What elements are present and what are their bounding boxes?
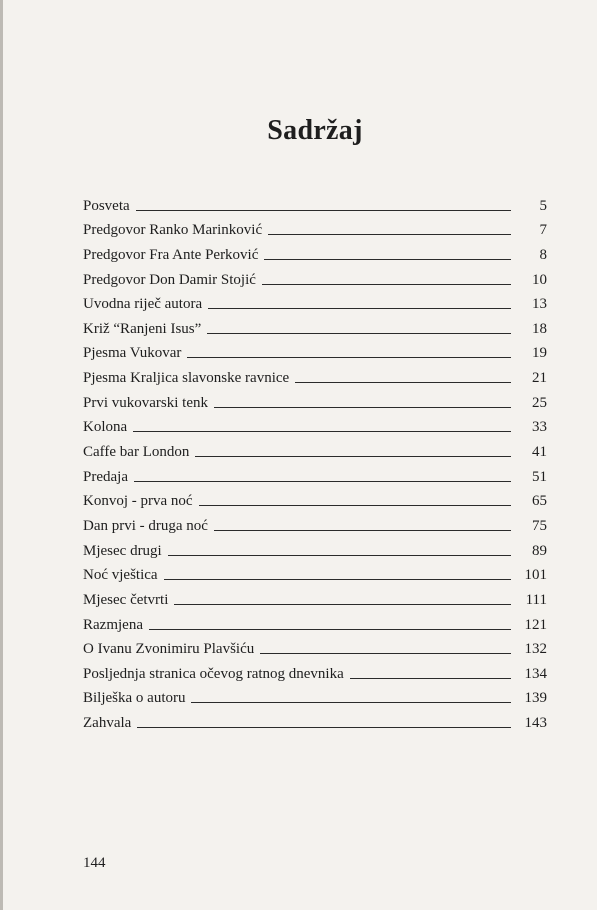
toc-entry-title: Caffe bar London [83,444,190,461]
page-number: 144 [83,855,106,871]
toc-entry-page: 41 [532,444,547,461]
toc-entry-title: Konvoj - prva noć [83,493,193,510]
toc-entry-title: Bilješka o autoru [83,690,186,707]
toc-entry-title: Uvodna riječ autora [83,296,203,313]
toc-entry-page: 101 [524,567,547,584]
toc-leader-line [195,456,511,457]
toc-entry [83,264,547,289]
toc-entry-page: 8 [539,246,547,263]
toc-entry [83,634,547,659]
toc-entry-page: 89 [532,542,547,559]
toc-leader-line [136,210,511,211]
toc-entry [83,215,547,240]
toc-entry [83,362,547,387]
toc-entry [83,239,547,264]
toc-entry-page: 65 [532,493,547,510]
toc-entry-title: Predgovor Fra Ante Perković [83,246,259,263]
toc-entry-title: Križ “Ranjeni Isus” [83,320,202,337]
table-of-contents [83,190,547,732]
toc-entry-title: Mjesec drugi [83,542,162,559]
toc-leader-line [199,505,511,506]
toc-entry-page: 132 [524,641,547,658]
toc-entry [83,486,547,511]
toc-entry-title: Kolona [83,419,128,436]
toc-entry-page: 25 [532,394,547,411]
toc-entry-title: Posljednja stranica očevog ratnog dnevnika [83,665,344,682]
toc-leader-line [264,259,511,260]
toc-leader-line [133,431,511,432]
toc-entry-title: Predgovor Ranko Marinković [83,222,263,239]
toc-entry [83,387,547,412]
toc-entry-page: 7 [539,222,547,239]
toc-leader-line [207,333,511,334]
toc-leader-line [149,629,511,630]
toc-entry [83,510,547,535]
toc-entry-page: 33 [532,419,547,436]
toc-entry-page: 111 [525,591,547,608]
toc-leader-line [295,382,511,383]
toc-entry [83,584,547,609]
toc-entry [83,190,547,215]
toc-entry-title: Pjesma Kraljica slavonske ravnice [83,370,290,387]
toc-leader-line [350,678,511,679]
toc-entry [83,412,547,437]
toc-entry [83,338,547,363]
toc-entry-page: 139 [524,690,547,707]
toc-entry [83,289,547,314]
toc-leader-line [214,530,511,531]
toc-entry [83,707,547,732]
page-title: Sadržaj [267,114,363,146]
toc-entry-title: Razmjena [83,616,143,633]
toc-entry-page: 13 [532,296,547,313]
toc-leader-line [187,357,511,358]
toc-entry-title: Noć vještica [83,567,158,584]
toc-entry-title: Predgovor Don Damir Stojić [83,271,256,288]
toc-entry-page: 5 [539,197,547,214]
toc-entry [83,560,547,585]
toc-entry-page: 134 [524,665,547,682]
toc-entry-page: 18 [532,320,547,337]
toc-entry-title: Posveta [83,197,130,214]
toc-entry [83,313,547,338]
toc-entry-page: 75 [532,517,547,534]
toc-entry-title: Predaja [83,468,128,485]
toc-entry [83,436,547,461]
toc-entry-page: 121 [524,616,547,633]
toc-entry [83,461,547,486]
toc-leader-line [191,702,510,703]
toc-entry-title: Zahvala [83,715,132,732]
toc-leader-line [134,481,511,482]
toc-entry-page: 10 [532,271,547,288]
toc-entry-page: 21 [532,370,547,387]
toc-entry [83,535,547,560]
toc-entry-title: Prvi vukovarski tenk [83,394,208,411]
toc-entry [83,658,547,683]
toc-entry-page: 51 [532,468,547,485]
toc-leader-line [168,555,511,556]
toc-entry [83,683,547,708]
toc-leader-line [208,308,511,309]
toc-entry [83,609,547,634]
toc-leader-line [214,407,511,408]
toc-entry-title: Pjesma Vukovar [83,345,182,362]
toc-entry-page: 19 [532,345,547,362]
toc-leader-line [262,284,511,285]
toc-leader-line [164,579,511,580]
toc-entry-title: O Ivanu Zvonimiru Plavšiću [83,641,255,658]
toc-leader-line [174,604,511,605]
toc-entry-title: Dan prvi - druga noć [83,517,208,534]
toc-entry-page: 143 [524,715,547,732]
toc-leader-line [137,727,510,728]
toc-leader-line [260,653,510,654]
toc-leader-line [268,234,511,235]
toc-entry-title: Mjesec četvrti [83,591,169,608]
